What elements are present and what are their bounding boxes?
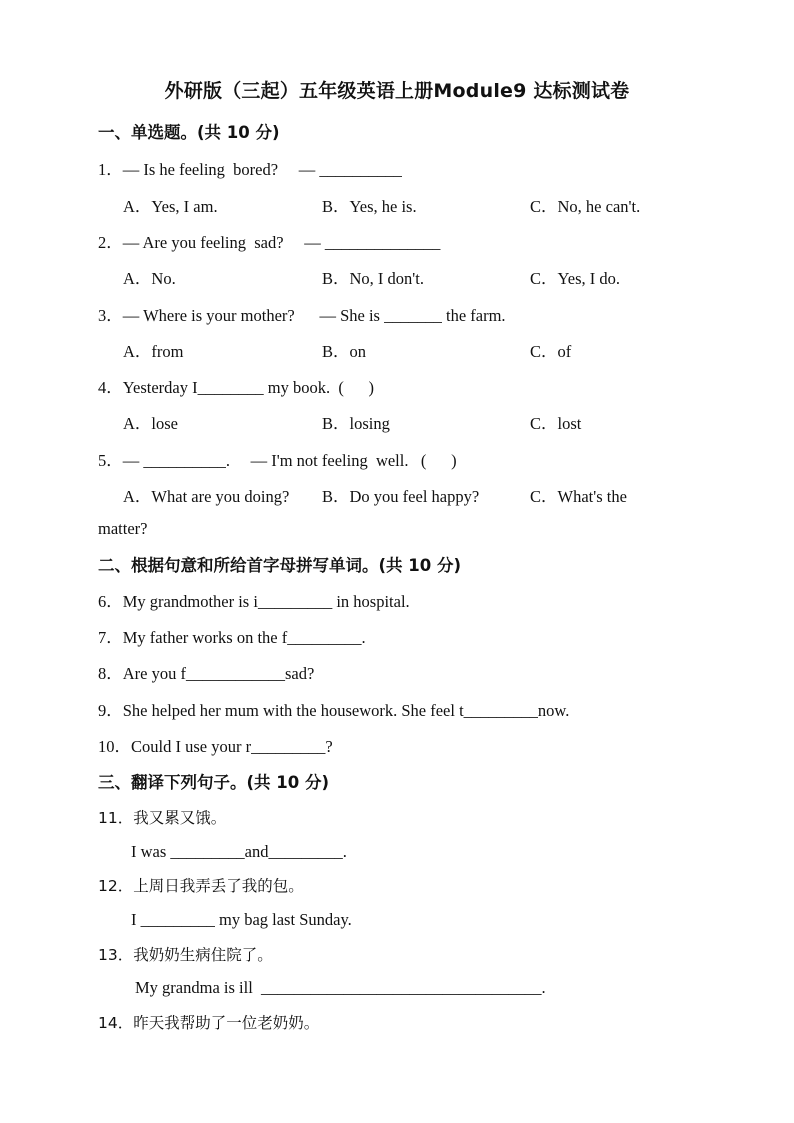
question-6: 6．My grandmother is i_________ in hospital. xyxy=(98,592,410,611)
question-7: 7．My father works on the f_________. xyxy=(98,628,366,647)
question-13-chinese: 13．我奶奶生病住院了。 xyxy=(98,946,273,964)
section-heading-1: 一、单选题。(共 10 分) xyxy=(98,123,280,142)
section-heading-2: 二、根据句意和所给首字母拼写单词。(共 10 分) xyxy=(98,556,462,575)
question-4-stem: 4．Yesterday I________ my book. ( ) xyxy=(98,378,375,397)
question-8: 8．Are you f____________sad? xyxy=(98,664,315,683)
question-2-option-b: B．No, I don't. xyxy=(322,269,424,288)
question-1-option-c: C．No, he can't. xyxy=(530,197,641,216)
question-3-option-b: B．on xyxy=(322,342,367,361)
question-3-option-a: A．from xyxy=(123,342,184,361)
question-5-stem: 5．— __________. — I'm not feeling well. ( ) xyxy=(98,451,457,470)
question-12-chinese: 12．上周日我弄丢了我的包。 xyxy=(98,877,304,895)
question-5-option-b: B．Do you feel happy? xyxy=(322,487,480,506)
question-5-option-c: C．What's the xyxy=(530,487,627,506)
question-12-english: I _________ my bag last Sunday. xyxy=(131,910,352,929)
section-heading-3: 三、翻译下列句子。(共 10 分) xyxy=(98,773,330,792)
question-4-option-b: B．losing xyxy=(322,414,390,433)
question-9: 9．She helped her mum with the housework. She feel t_________now. xyxy=(98,701,570,720)
page-title: 外研版（三起）五年级英语上册Module9 达标测试卷 xyxy=(164,80,630,102)
question-5-option-c-wrap: matter? xyxy=(98,519,148,538)
question-14-chinese: 14．昨天我帮助了一位老奶奶。 xyxy=(98,1014,320,1032)
question-10: 10．Could I use your r_________? xyxy=(98,737,333,756)
question-2-stem: 2．— Are you feeling sad? — ______________ xyxy=(98,233,441,252)
question-4-option-a: A．lose xyxy=(123,414,178,433)
question-11-english: I was _________and_________. xyxy=(131,842,347,861)
question-5-option-a: A．What are you doing? xyxy=(123,487,290,506)
question-3-stem: 3．— Where is your mother? — She is _______ the farm. xyxy=(98,306,506,325)
question-1-option-a: A．Yes, I am. xyxy=(123,197,218,216)
question-1-option-b: B．Yes, he is. xyxy=(322,197,417,216)
question-2-option-a: A．No. xyxy=(123,269,176,288)
question-13-english: My grandma is ill __________________________________. xyxy=(135,978,546,997)
question-1-stem: 1．— Is he feeling bored? — __________ xyxy=(98,160,402,179)
question-2-option-c: C．Yes, I do. xyxy=(530,269,621,288)
question-4-option-c: C．lost xyxy=(530,414,582,433)
question-11-chinese: 11．我又累又饿。 xyxy=(98,809,227,827)
question-3-option-c: C．of xyxy=(530,342,572,361)
